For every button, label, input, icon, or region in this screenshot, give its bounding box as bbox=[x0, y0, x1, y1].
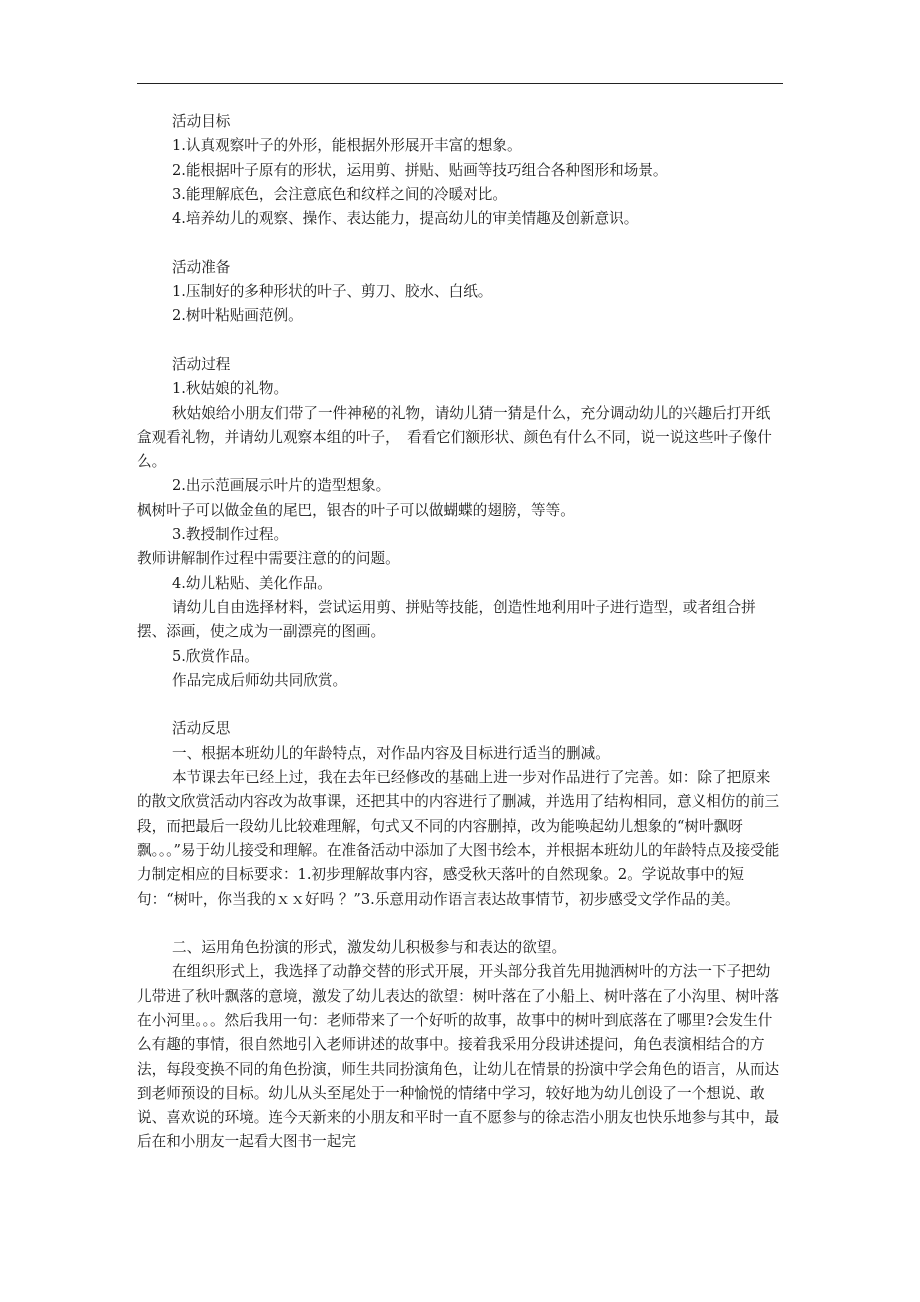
reflection-point-title: 一、根据本班幼儿的年龄特点，对作品内容及目标进行适当的删减。 bbox=[172, 744, 610, 762]
process-step-title: 1.秋姑娘的礼物。 bbox=[172, 380, 289, 398]
reflection-point-title: 二、运用角色扮演的形式，激发幼儿积极参与和表达的欲望。 bbox=[172, 939, 567, 957]
header-rule bbox=[137, 83, 783, 84]
process-step-body: 枫树叶子可以做金鱼的尾巴，银杏的叶子可以做蝴蝶的翅膀，等等。 bbox=[137, 501, 575, 519]
prep-section bbox=[137, 256, 783, 329]
process-step-body: 作品完成后师幼共同欣赏。 bbox=[172, 671, 348, 689]
section-gap bbox=[137, 231, 783, 255]
process-heading: 活动过程 bbox=[172, 355, 231, 373]
goals-section bbox=[137, 110, 783, 231]
process-step-body: 请幼儿自由选择材料，尝试运用剪、拼贴等技能，创造性地利用叶子进行造型，或者组合拼摆、添画，使之成为一副漂亮的图画。 bbox=[137, 598, 756, 641]
goal-item: 3.能理解底色，会注意底色和纹样之间的冷暖对比。 bbox=[172, 185, 507, 203]
process-step-title: 4.幼儿粘贴、美化作品。 bbox=[172, 574, 332, 592]
prep-item: 1.压制好的多种形状的叶子、剪刀、胶水、白纸。 bbox=[172, 283, 493, 301]
process-step-title: 2.出示范画展示叶片的造型想象。 bbox=[172, 477, 391, 495]
document-body bbox=[137, 110, 783, 1155]
reflection-point-body: 本节课去年已经上过，我在去年已经修改的基础上进一步对作品进行了完善。如：除了把原来的散文欣赏活动内容改为故事课，还把其中的内容进行了删减，并选用了结构相同，意义相仿的前三段，而把最后一段幼儿比较难理解，句式又不同的内容删掉，改为能唤起幼儿想象的“树叶飘呀飘。。。”易于幼儿接受和理解。在准备活动中添加了大图书绘本，并根据本班幼儿的年龄特点及接受能力制定相应的目标要求：1.初步理解故事内容，感受秋天落叶的自然现象。2。学说故事中的短句：“树叶，你当我的ｘｘ好吗 ？”3.乐意用动作语言表达故事情节，初步感受文学作品的美。 bbox=[137, 769, 780, 908]
section-gap bbox=[137, 329, 783, 353]
reflection-section bbox=[137, 717, 783, 1154]
process-section bbox=[137, 353, 783, 693]
process-step-body: 秋姑娘给小朋友们带了一件神秘的礼物，请幼儿猜一猜是什么，充分调动幼儿的兴趣后打开纸盒观看礼物，并请幼儿观察本组的叶子， 看看它们额形状、颜色有什么不同，说一说这些叶子像什么。 bbox=[137, 404, 772, 471]
goals-heading: 活动目标 bbox=[172, 113, 231, 130]
reflection-point-body: 在组织形式上，我选择了动静交替的形式开展，开头部分我首先用抛洒树叶的方法一下子把幼儿带进了秋叶飘落的意境，激发了幼儿表达的欲望：树叶落在了小船上、树叶落在了小沟里、树叶落在小河里。。。然后我用一句：老师带来了一个好听的故事，故事中的树叶到底落在了哪里?会发生什么有趣的事情，很自然地引入老师讲述的故事中。接着我采用分段讲述提问，角色表演相结合的方法，每段变换不同的角色扮演，师生共同扮演角色，让幼儿在情景的扮演中学会角色的语言，从而达到老师预设的目标。幼儿从头至尾处于一种愉悦的情绪中学习，较好地为幼儿创设了一个想说、敢说、喜欢说的环境。连今天新来的小朋友和平时一直不愿参与的徐志浩小朋友也快乐地参与其中，最后在和小朋友一起看大图书一起完 bbox=[137, 963, 780, 1151]
goal-item: 4.培养幼儿的观察、操作、表达能力，提高幼儿的审美情趣及创新意识。 bbox=[172, 210, 639, 228]
process-step-title: 5.欣赏作品。 bbox=[172, 647, 259, 665]
prep-item: 2.树叶粘贴画范例。 bbox=[172, 307, 303, 325]
process-step-title: 3.教授制作过程。 bbox=[172, 526, 289, 544]
prep-heading: 活动准备 bbox=[172, 258, 231, 276]
reflection-heading: 活动反思 bbox=[172, 720, 231, 738]
goal-item: 1.认真观察叶子的外形，能根据外形展开丰富的想象。 bbox=[172, 137, 522, 155]
section-gap bbox=[137, 693, 783, 717]
goal-item: 2.能根据叶子原有的形状，运用剪、拼贴、贴画等技巧组合各种图形和场景。 bbox=[172, 161, 668, 179]
section-gap bbox=[137, 912, 783, 936]
process-step-body: 教师讲解制作过程中需要注意的的问题。 bbox=[137, 550, 400, 568]
